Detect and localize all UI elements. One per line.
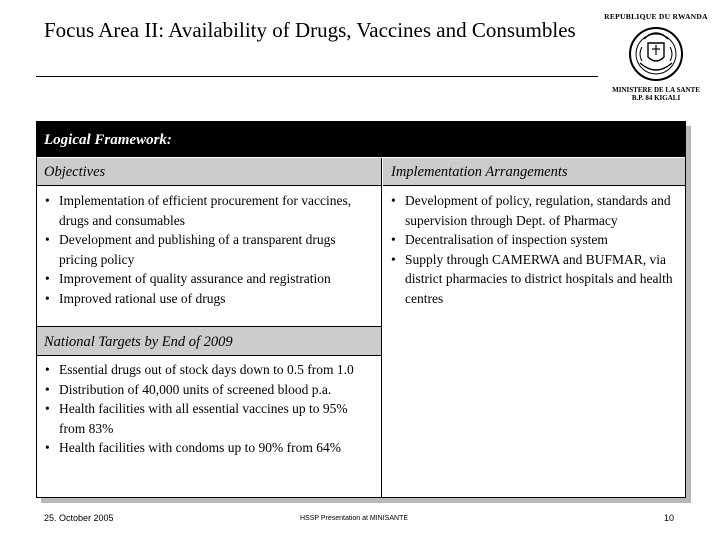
implementation-header: Implementation Arrangements	[383, 158, 685, 186]
list-item: • Health facilities with condoms up to 90% from 64%	[37, 438, 377, 458]
list-item: • Implementation of efficient procurement for vaccines, drugs and consumables	[37, 191, 377, 230]
list-item: • Health facilities with all essential vaccines up to 95% from 83%	[37, 399, 377, 438]
list-item: • Decentralisation of inspection system	[383, 230, 683, 250]
framework-heading: Logical Framework:	[37, 122, 685, 157]
implementation-list	[383, 191, 683, 308]
targets-header: National Targets by End of 2009	[37, 326, 381, 356]
list-item: • Development and publishing of a transparent drugs pricing policy	[37, 230, 377, 269]
logical-framework-table	[36, 121, 686, 498]
list-item: • Development of policy, regulation, standards and supervision through Dept. of Pharmacy	[383, 191, 683, 230]
coat-of-arms-icon	[628, 23, 684, 85]
logo-ministry: MINISTERE DE LA SANTE	[612, 86, 700, 94]
column-divider	[381, 158, 382, 326]
logo-country: REPUBLIQUE DU RWANDA	[604, 12, 708, 21]
slide-title: Focus Area II: Availability of Drugs, Vaccines and Consumbles	[44, 18, 576, 42]
list-item: • Supply through CAMERWA and BUFMAR, via district pharmacies to district hospitals and health centres	[383, 250, 683, 309]
targets-list	[37, 360, 377, 458]
logo-address: B.P. 84 KIGALI	[631, 94, 681, 102]
objectives-list	[37, 191, 377, 308]
page-number: 10	[663, 513, 674, 523]
objectives-header: Objectives	[37, 158, 381, 186]
list-item: • Improved rational use of drugs	[37, 289, 377, 309]
footer-center-text: HSSP Presentation at MINISANTE	[300, 515, 409, 522]
list-item: • Improvement of quality assurance and registration	[37, 269, 377, 289]
title-underline	[36, 76, 598, 77]
footer-date: 25. October 2005	[44, 513, 114, 523]
list-item: • Distribution of 40,000 units of screened blood p.a.	[37, 380, 377, 400]
list-item: • Essential drugs out of stock days down to 0.5 from 1.0	[37, 360, 377, 380]
ministry-logo	[602, 8, 710, 110]
